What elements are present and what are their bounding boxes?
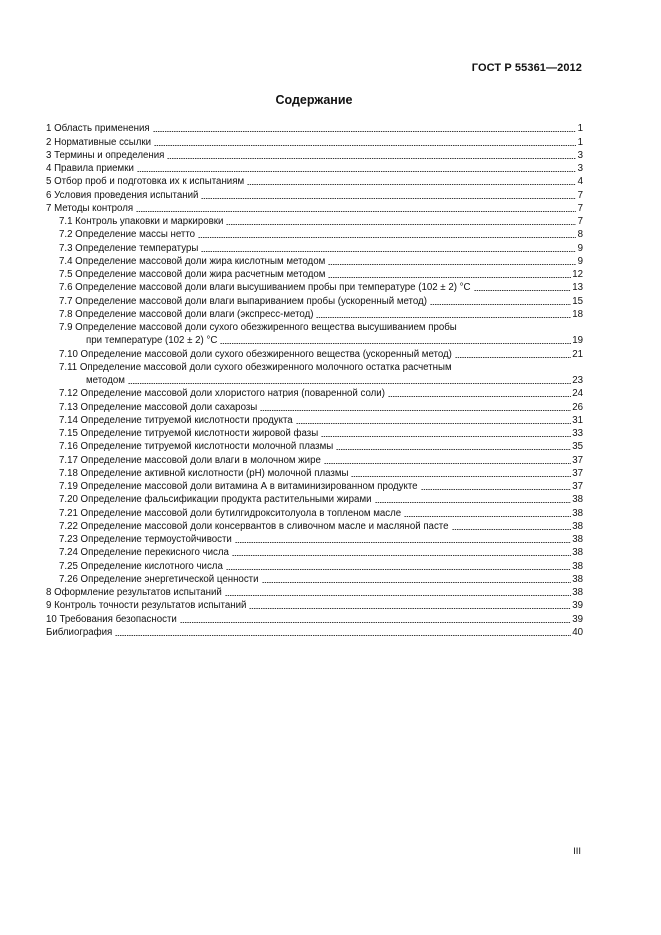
- toc-entry[interactable]: [46, 598, 583, 611]
- toc-entry-title: 4 Правила приемки: [46, 163, 134, 174]
- dot-leader: [232, 555, 571, 556]
- toc-entry-page: 12: [572, 269, 583, 280]
- toc-entry-page: 13: [572, 282, 583, 294]
- toc-entry-page: 7: [577, 202, 583, 214]
- page-number: III: [573, 846, 581, 857]
- toc-entry-continuation: при температуре (102 ± 2) °С: [86, 335, 218, 347]
- toc-entry[interactable]: [46, 492, 583, 505]
- dot-leader: [128, 383, 571, 384]
- toc-entry-title: 2 Нормативные ссылки: [46, 136, 152, 148]
- dot-leader: [201, 198, 576, 199]
- toc-entry-page: 37: [572, 481, 583, 492]
- dot-leader: [225, 595, 571, 596]
- dot-leader: [430, 304, 571, 305]
- toc-entry[interactable]: [46, 161, 583, 174]
- toc-entry-title: 6 Условия проведения испытаний: [46, 189, 199, 201]
- toc-entry-title: 7.16 Определение титруемой кислотности молочной плазмы: [59, 441, 334, 453]
- toc-entry[interactable]: [46, 505, 583, 518]
- dot-leader: [328, 264, 576, 265]
- toc-entry-title: 7.7 Определение массовой доли влаги выпариванием пробы (ускоренный метод): [59, 295, 427, 307]
- toc-entry-page: 3: [577, 163, 583, 174]
- toc-entry-title: 7.13 Определение массовой доли сахарозы: [59, 401, 258, 413]
- toc-entry-page: 1: [577, 123, 583, 135]
- toc-entry[interactable]: [46, 333, 583, 346]
- toc-entry[interactable]: [46, 399, 583, 412]
- page-title: Содержание: [275, 93, 353, 107]
- toc-entry-title: 7.26 Определение энергетической ценности: [59, 573, 259, 585]
- toc-entry[interactable]: [46, 439, 583, 452]
- toc-entry-page: 8: [577, 229, 583, 241]
- toc-entry-title: 7.17 Определение массовой доли влаги в молочном жире: [59, 454, 321, 466]
- toc-entry-page: 38: [572, 547, 583, 559]
- toc-entry-page: 38: [572, 507, 583, 519]
- dot-leader: [137, 171, 576, 172]
- toc-entry[interactable]: [46, 413, 583, 426]
- toc-entry[interactable]: [46, 452, 583, 465]
- toc-entry[interactable]: [46, 611, 583, 624]
- toc-entry[interactable]: [46, 519, 583, 532]
- toc-entry-page: 39: [572, 600, 583, 612]
- toc-entry-title: 7.18 Определение активной кислотности (рН) молочной плазмы: [59, 467, 349, 479]
- toc-entry[interactable]: [46, 187, 583, 200]
- dot-leader: [180, 622, 571, 623]
- dot-leader: [324, 463, 571, 464]
- toc-entry-title: 9 Контроль точности результатов испытаний: [46, 600, 247, 612]
- toc-entry-title: 7.12 Определение массовой доли хлористого натрия (поваренной соли): [59, 388, 385, 400]
- toc-entry-page: 18: [572, 308, 583, 320]
- dot-leader: [153, 131, 576, 132]
- toc-entry-title: 7.10 Определение массовой доли сухого обезжиренного вещества (ускоренный метод): [59, 348, 452, 360]
- toc-entry-title: 7.11 Определение массовой доли сухого обезжиренного молочного остатка расчетным: [59, 361, 452, 373]
- toc-entry-line[interactable]: [46, 360, 583, 373]
- dot-leader: [247, 184, 576, 185]
- toc-entry-page: 37: [572, 467, 583, 479]
- dot-leader: [226, 224, 576, 225]
- toc-entry-title: 7.14 Определение титруемой кислотности продукта: [59, 414, 293, 426]
- toc-entry-line[interactable]: [46, 320, 583, 333]
- toc-entry[interactable]: [46, 121, 583, 134]
- toc-entry[interactable]: [46, 227, 583, 240]
- dot-leader: [260, 410, 571, 411]
- toc-entry-page: 38: [572, 494, 583, 506]
- toc-entry[interactable]: [46, 201, 583, 214]
- toc-entry-title: Библиография: [46, 626, 113, 638]
- toc-entry[interactable]: [46, 174, 583, 187]
- toc-entry-page: 1: [577, 136, 583, 148]
- toc-entry-page: 38: [572, 520, 583, 532]
- toc-entry[interactable]: [46, 254, 583, 267]
- dot-leader: [336, 449, 571, 450]
- document-standard-number: ГОСТ Р 55361—2012: [471, 62, 582, 74]
- toc-entry-title: 7.21 Определение массовой доли бутилгидрокситолуола в топленом масле: [59, 507, 402, 519]
- dot-leader: [375, 502, 572, 503]
- dot-leader: [388, 396, 571, 397]
- dot-leader: [262, 582, 572, 583]
- toc-entry-page: 38: [572, 587, 583, 598]
- dot-leader: [167, 158, 576, 159]
- toc-entry[interactable]: [46, 558, 583, 571]
- dot-leader: [296, 423, 572, 424]
- toc-entry-page: 38: [572, 560, 583, 572]
- toc-entry-title: 8 Оформление результатов испытаний: [46, 587, 222, 598]
- toc-entry[interactable]: [46, 134, 583, 147]
- dot-leader: [321, 436, 571, 437]
- toc-entry-title: 7.1 Контроль упаковки и маркировки: [59, 216, 224, 227]
- toc-entry-page: 7: [577, 216, 583, 227]
- dot-leader: [235, 542, 571, 543]
- toc-entry[interactable]: [46, 572, 583, 585]
- toc-entry-title: 7.22 Определение массовой доли консервантов в сливочном масле и масляной пасте: [59, 520, 449, 532]
- dot-leader: [421, 489, 572, 490]
- toc-entry[interactable]: [46, 280, 583, 293]
- toc-entry-page: 39: [572, 613, 583, 625]
- toc-entry-page: 40: [572, 626, 583, 638]
- toc-entry[interactable]: [46, 426, 583, 439]
- toc-entry-page: 9: [577, 255, 583, 267]
- toc-entry-page: 23: [572, 375, 583, 386]
- toc-entry-title: 7.23 Определение термоустойчивости: [59, 534, 232, 545]
- dot-leader: [249, 608, 571, 609]
- toc-entry-title: 7.15 Определение титруемой кислотности жировой фазы: [59, 428, 319, 439]
- toc-entry[interactable]: [46, 625, 583, 638]
- dot-leader: [404, 516, 571, 517]
- toc-entry-title: 7.2 Определение массы нетто: [59, 229, 196, 241]
- toc-entry-page: 3: [577, 149, 583, 161]
- dot-leader: [474, 290, 572, 291]
- toc-entry-title: 7.4 Определение массовой доли жира кислотным методом: [59, 255, 326, 267]
- toc-entry-title: 3 Термины и определения: [46, 149, 165, 161]
- toc-entry-page: 4: [577, 176, 583, 188]
- toc-entry-title: 5 Отбор проб и подготовка их к испытаниям: [46, 176, 245, 188]
- toc-entry[interactable]: [46, 479, 583, 492]
- dot-leader: [455, 357, 571, 358]
- toc-entry[interactable]: [46, 386, 583, 399]
- toc-entry[interactable]: [46, 466, 583, 479]
- toc-entry-title: 7.8 Определение массовой доли влаги (экспресс-метод): [59, 308, 314, 320]
- toc-entry-continuation: методом: [86, 375, 125, 386]
- toc-entry-title: 7.25 Определение кислотного числа: [59, 560, 223, 572]
- dot-leader: [198, 237, 576, 238]
- dot-leader: [316, 317, 571, 318]
- toc-entry-page: 7: [577, 189, 583, 201]
- toc-entry-page: 26: [572, 401, 583, 413]
- toc-entry[interactable]: [46, 346, 583, 359]
- dot-leader: [452, 529, 572, 530]
- dot-leader: [154, 145, 576, 146]
- toc-entry[interactable]: [46, 585, 583, 598]
- toc-entry-title: 7.20 Определение фальсификации продукта растительными жирами: [59, 494, 372, 506]
- toc-entry-title: 7 Методы контроля: [46, 202, 134, 214]
- toc-entry[interactable]: [46, 240, 583, 253]
- toc-entry-title: 7.5 Определение массовой доли жира расчетным методом: [59, 269, 326, 280]
- toc-entry-page: 19: [572, 335, 583, 347]
- toc-entry-page: 37: [572, 454, 583, 466]
- toc-entry-title: 1 Область применения: [46, 123, 150, 135]
- toc-entry-page: 33: [572, 428, 583, 439]
- toc-entry-page: 31: [572, 414, 583, 426]
- toc-entry-page: 38: [572, 534, 583, 545]
- toc-entry-title: 7.19 Определение массовой доли витамина А в витаминизированном продукте: [59, 481, 418, 492]
- dot-leader: [136, 211, 576, 212]
- table-of-contents: [46, 121, 583, 638]
- toc-entry-page: 38: [572, 573, 583, 585]
- toc-entry[interactable]: [46, 307, 583, 320]
- toc-entry[interactable]: [46, 373, 583, 386]
- toc-entry-title: 10 Требования безопасности: [46, 613, 177, 625]
- toc-entry-page: 9: [577, 242, 583, 254]
- toc-entry-page: 24: [572, 388, 583, 400]
- dot-leader: [201, 251, 576, 252]
- toc-entry[interactable]: [46, 532, 583, 545]
- toc-entry[interactable]: [46, 148, 583, 161]
- toc-entry-page: 15: [572, 295, 583, 307]
- toc-entry[interactable]: [46, 267, 583, 280]
- toc-entry-title: 7.24 Определение перекисного числа: [59, 547, 229, 559]
- toc-entry-title: 7.6 Определение массовой доли влаги высушиванием пробы при температуре (102 ± 2) °С: [59, 282, 471, 294]
- toc-entry[interactable]: [46, 214, 583, 227]
- toc-entry-title: 7.3 Определение температуры: [59, 242, 199, 254]
- dot-leader: [351, 476, 571, 477]
- dot-leader: [226, 569, 571, 570]
- dot-leader: [115, 635, 571, 636]
- toc-entry[interactable]: [46, 545, 583, 558]
- dot-leader: [220, 343, 571, 344]
- toc-entry-page: 21: [572, 348, 583, 360]
- toc-entry-title: 7.9 Определение массовой доли сухого обезжиренного вещества высушиванием пробы: [59, 322, 457, 333]
- dot-leader: [328, 277, 571, 278]
- toc-entry-page: 35: [572, 441, 583, 453]
- toc-entry[interactable]: [46, 293, 583, 306]
